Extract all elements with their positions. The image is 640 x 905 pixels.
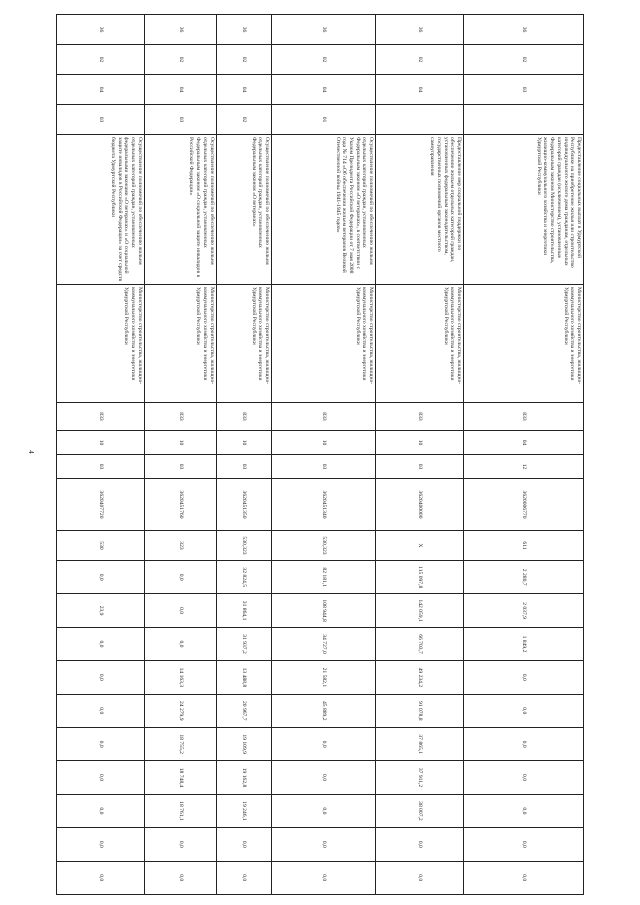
value-cell: 37 911,2 xyxy=(376,761,464,794)
value-cell: 0,0 xyxy=(57,794,145,827)
code-cell: 04 xyxy=(376,75,464,105)
code-cell: 01 xyxy=(272,105,376,135)
csr-cell: 3620400000 xyxy=(376,479,464,531)
value-cell: 0,0 xyxy=(57,761,145,794)
code-cell: 04 xyxy=(57,75,145,105)
name-cell: Предоставление мер социальной поддержки по обеспечению жильем отдельных категорий граждан, установленных федеральным законодательством, государственных полномочий органов местного самоуправления xyxy=(376,135,464,285)
code-cell: 02 xyxy=(216,45,272,75)
value-cell: 0,0 xyxy=(463,761,583,794)
value-cell: 0,0 xyxy=(463,661,583,694)
value-cell: 142 059,1 xyxy=(376,594,464,627)
value-cell: 45 889,2 xyxy=(272,694,376,727)
value-cell: 0,0 xyxy=(57,627,145,660)
value-cell: 38 007,2 xyxy=(376,794,464,827)
code-cell: 03 xyxy=(57,105,145,135)
pr-cell: 03 xyxy=(216,455,272,479)
vr-cell: Х xyxy=(376,531,464,561)
value-cell: 1 849,2 xyxy=(463,627,583,660)
code-cell xyxy=(376,105,464,135)
pr-cell: 03 xyxy=(144,455,216,479)
value-cell: 0,0 xyxy=(144,861,216,894)
code-cell: 02 xyxy=(272,45,376,75)
csr-cell: 3620451350 xyxy=(216,479,272,531)
agency-cell: Министерство строительства, жилищно-коммунального хозяйства и энергетики Удмуртской Республики xyxy=(376,285,464,403)
rz-cell: 04 xyxy=(463,431,583,455)
value-cell: 0,0 xyxy=(463,694,583,727)
agency-cell: Министерство строительства, жилищно-коммунального хозяйства и энергетики Удмуртской Республики xyxy=(463,285,583,403)
name-cell: Осуществление полномочий по обеспечению жильем отдельных категорий граждан, установленных федеральными законами «О ветеранах» и «О социальной защите инвалидов в Российской Федерации» за счет средств бюджета Удмуртской Республики xyxy=(57,135,145,285)
rz-cell: 10 xyxy=(376,431,464,455)
pr-cell: 12 xyxy=(463,455,583,479)
value-cell: 37 865,1 xyxy=(376,727,464,760)
rz-cell: 10 xyxy=(144,431,216,455)
value-cell: 23,9 xyxy=(57,594,145,627)
csr-cell: 3620407720 xyxy=(57,479,145,531)
name-cell: Осуществление полномочий по обеспечению жильем отдельных категорий граждан, установленных Федеральным законом «О ветеранах» xyxy=(216,135,272,285)
vr-cell: 323 xyxy=(144,531,216,561)
vr-cell: 530,323 xyxy=(272,531,376,561)
code-cell: 36 xyxy=(272,15,376,45)
value-cell: 0,0 xyxy=(272,727,376,760)
rotated-table-wrapper xyxy=(56,14,584,894)
value-cell: 31 937,2 xyxy=(216,627,272,660)
code-cell: 02 xyxy=(57,45,145,75)
value-cell: 13 488,8 xyxy=(216,661,272,694)
value-cell: 24 279,9 xyxy=(144,694,216,727)
value-cell: 91 078,8 xyxy=(376,694,464,727)
agency-cell: Министерство строительства, жилищно-коммунального хозяйства и энергетики Удмуртской Республики xyxy=(272,285,376,403)
value-cell: 2 037,9 xyxy=(463,594,583,627)
value-cell: 18 755,2 xyxy=(144,727,216,760)
value-cell: 66 703,7 xyxy=(376,627,464,660)
code-cell: 04 xyxy=(272,75,376,105)
value-cell: 0,0 xyxy=(463,727,583,760)
csr-cell: 3620451760 xyxy=(144,479,216,531)
pr-cell: 03 xyxy=(376,455,464,479)
name-cell: Предоставление социальных выплат в Удмуртской Республике на приобретение жилья или строительство индивидуального жилого дома гражданам, отдельных категорий граждан (исключением), установленные Федеральным законом Министерство строительства, жилищно-коммунального хозяйства и энергетики Удмуртской Республики xyxy=(463,135,583,285)
value-cell: 19 109,9 xyxy=(216,727,272,760)
agency-cell: Министерство строительства, жилищно-коммунального хозяйства и энергетики Удмуртской Республики xyxy=(216,285,272,403)
code-cell: 04 xyxy=(216,75,272,105)
code-cell: 02 xyxy=(216,105,272,135)
value-cell: 0,0 xyxy=(57,727,145,760)
value-cell: 82 181,1 xyxy=(272,561,376,594)
code-cell: 03 xyxy=(144,105,216,135)
value-cell: 0,0 xyxy=(57,661,145,694)
value-cell: 0,0 xyxy=(57,861,145,894)
grbs-cell: 833 xyxy=(216,403,272,431)
value-cell: 32 824,5 xyxy=(216,561,272,594)
code-cell: 03 xyxy=(463,75,583,105)
vr-cell: 530 xyxy=(57,531,145,561)
value-cell: 0,0 xyxy=(376,828,464,861)
vr-cell: 611 xyxy=(463,531,583,561)
code-cell xyxy=(463,105,583,135)
code-cell: 36 xyxy=(144,15,216,45)
code-cell: 36 xyxy=(463,15,583,45)
value-cell: 18 748,4 xyxy=(144,761,216,794)
grbs-cell: 833 xyxy=(272,403,376,431)
rz-cell: 10 xyxy=(272,431,376,455)
pr-cell: 03 xyxy=(57,455,145,479)
grbs-cell: 833 xyxy=(463,403,583,431)
value-cell: 49 234,2 xyxy=(376,661,464,694)
value-cell: 20 967,7 xyxy=(216,694,272,727)
vr-cell: 530,323 xyxy=(216,531,272,561)
value-cell: 0,0 xyxy=(272,761,376,794)
grbs-cell: 833 xyxy=(57,403,145,431)
code-cell: 36 xyxy=(57,15,145,45)
value-cell: 34 727,0 xyxy=(272,627,376,660)
agency-cell: Министерство строительства, жилищно-коммунального хозяйства и энергетики Удмуртской Республики xyxy=(144,285,216,403)
name-cell: Осуществление полномочий по обеспечению жильем отдельных категорий граждан, установленных Федеральным законом «О ветеранах», в соответствии с Указом Президента Российской Федерации от 7 мая 2008 года № 714 «Об обеспечении жильем ветеранов Великой Отечественной войны 1941-1945 годов» xyxy=(272,135,376,285)
rz-cell: 10 xyxy=(216,431,272,455)
code-cell: 02 xyxy=(376,45,464,75)
table-row xyxy=(463,15,583,895)
value-cell: 18 761,1 xyxy=(144,794,216,827)
value-cell: 0,0 xyxy=(272,828,376,861)
value-cell: 0,0 xyxy=(216,828,272,861)
grbs-cell: 833 xyxy=(144,403,216,431)
table-row xyxy=(57,15,145,895)
grbs-cell: 833 xyxy=(376,403,464,431)
value-cell: 0,0 xyxy=(57,561,145,594)
value-cell: 0,0 xyxy=(272,861,376,894)
value-cell: 2 280,7 xyxy=(463,561,583,594)
code-cell: 36 xyxy=(376,15,464,45)
value-cell: 108 944,8 xyxy=(272,594,376,627)
csr-cell: 3620006770 xyxy=(463,479,583,531)
table-row xyxy=(376,15,464,895)
agency-cell: Министерство строительства, жилищно-коммунального хозяйства и энергетики Удмуртской Республики xyxy=(57,285,145,403)
value-cell: 21 582,1 xyxy=(272,661,376,694)
pr-cell: 03 xyxy=(272,455,376,479)
value-cell: 0,0 xyxy=(144,627,216,660)
csr-cell: 3620451340 xyxy=(272,479,376,531)
value-cell: 19 162,8 xyxy=(216,761,272,794)
table-row xyxy=(144,15,216,895)
value-cell: 0,0 xyxy=(57,828,145,861)
budget-table xyxy=(56,14,584,895)
value-cell: 0,0 xyxy=(272,794,376,827)
code-cell: 04 xyxy=(144,75,216,105)
value-cell: 0,0 xyxy=(463,861,583,894)
code-cell: 02 xyxy=(463,45,583,75)
value-cell: 0,0 xyxy=(463,828,583,861)
table-row xyxy=(216,15,272,895)
value-cell: 31 864,1 xyxy=(216,594,272,627)
value-cell: 14 163,3 xyxy=(144,661,216,694)
table-row xyxy=(272,15,376,895)
value-cell: 0,0 xyxy=(463,794,583,827)
code-cell: 02 xyxy=(144,45,216,75)
value-cell: 0,0 xyxy=(144,561,216,594)
value-cell: 0,0 xyxy=(216,861,272,894)
value-cell: 0,0 xyxy=(376,861,464,894)
page-number: 4 xyxy=(26,450,35,454)
rz-cell: 10 xyxy=(57,431,145,455)
value-cell: 0,0 xyxy=(57,694,145,727)
value-cell: 19 246,1 xyxy=(216,794,272,827)
value-cell: 0,0 xyxy=(144,828,216,861)
value-cell: 115 097,8 xyxy=(376,561,464,594)
name-cell: Осуществление полномочий по обеспечению жильем отдельных категорий граждан, установленных Федеральным законом «О социальной защите инвалидов в Российской Федерации» xyxy=(144,135,216,285)
value-cell: 0,0 xyxy=(144,594,216,627)
code-cell: 36 xyxy=(216,15,272,45)
